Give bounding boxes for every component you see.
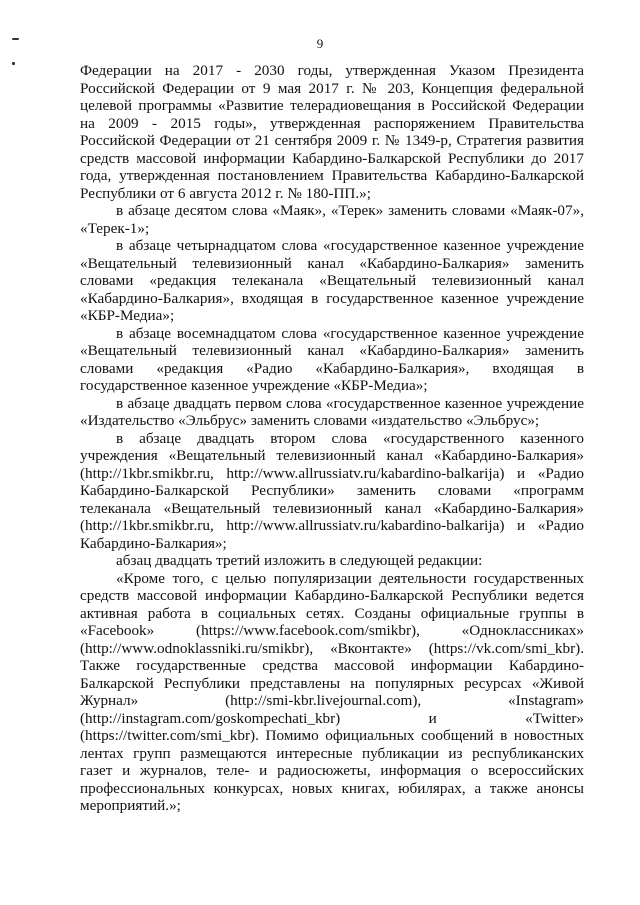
paragraph-abzac-21: в абзаце двадцать первом слова «государственное казенное учреждение «Издательство «Эльбрус» заменить словами «издательство «Эльбрус»; — [80, 394, 584, 429]
paragraph-abzac-22: в абзаце двадцать втором слова «государственного казенного учреждения «Вещательный телевизионный канал «Кабардино-Балкария» (http://1kbr.smikbr.ru, http://www.allrussiatv.ru/kabardino-balkarija) и «Радио Кабардино-Балкарской Республики» заменить словами «программ телеканала «Вещательный телевизионный канал «Кабардино-Балкария» (http://1kbr.smikbr.ru, http://www.allrussiatv.ru/kabardino-balkarija) и «Радио Кабардино-Балкария»; — [80, 429, 584, 552]
document-body — [80, 62, 584, 815]
paragraph-abzac-14: в абзаце четырнадцатом слова «государственное казенное учреждение «Вещательный телевизионный канал «Кабардино-Балкария» заменить словами «редакция телеканала «Вещательный телевизионный канал «Кабардино-Балкария», входящая в государственное казенное учреждение «КБР-Медиа»; — [80, 237, 584, 324]
paragraph-abzac-10: в абзаце десятом слова «Маяк», «Терек» заменить словами «Маяк-07», «Терек-1»; — [80, 202, 584, 237]
paragraph-abzac-18: в абзаце восемнадцатом слова «государственное казенное учреждение «Вещательный телевизионный канал «Кабардино-Балкария» заменить словами «редакция «Радио «Кабардино-Балкария», входящая в государственное казенное учреждение «КБР-Медиа»; — [80, 324, 584, 394]
scan-mark-middle — [12, 62, 15, 65]
page-number: 9 — [316, 36, 324, 51]
paragraph-abzac-23-intro: абзац двадцать третий изложить в следующей редакции: — [116, 552, 483, 569]
paragraph-abzac-23-new-text: «Кроме того, с целью популяризации деятельности государственных средств массовой информации Кабардино-Балкарской Республики ведется активная работа в социальных сетях. Созданы официальные группы в «Facebook» (https://www.facebook.com/smikbr), «Одноклассниках» (http://www.odnoklassniki.ru/smikbr), «Вконтакте» (https://vk.com/smi_kbr). Также государственные средства массовой информации Кабардино-Балкарской Республики представлены на популярных ресурсах «Живой Журнал» (http://smi-kbr.livejournal.com), «Instagram» (http://instagram.com/goskompechati_kbr) и «Twitter» (https://twitter.com/smi_kbr). Помимо официальных сообщений в новостных лентах групп размещаются интересные публикации из республиканских газет и журналов, теле- и радиосюжеты, информация о всероссийских профессиональных конкурсах, новых книгах, юбилярах, а также анонсы мероприятий.»; — [80, 569, 584, 814]
paragraph-continuation: Федерации на 2017 - 2030 годы, утвержденная Указом Президента Российской Федерации от 9 мая 2017 г. № 203, Концепция федеральной целевой программы «Развитие телерадиовещания в Российской Федерации на 2009 - 2015 годы», утвержденная распоряжением Правительства Российской Федерации от 21 сентября 2009 г. № 1349-р, Стратегия развития средств массовой информации Кабардино-Балкарской Республики до 2017 года, утвержденная постановлением Правительства Кабардино-Балкарской Республики от 6 августа 2012 г. № 180-ПП.»; — [80, 62, 584, 202]
